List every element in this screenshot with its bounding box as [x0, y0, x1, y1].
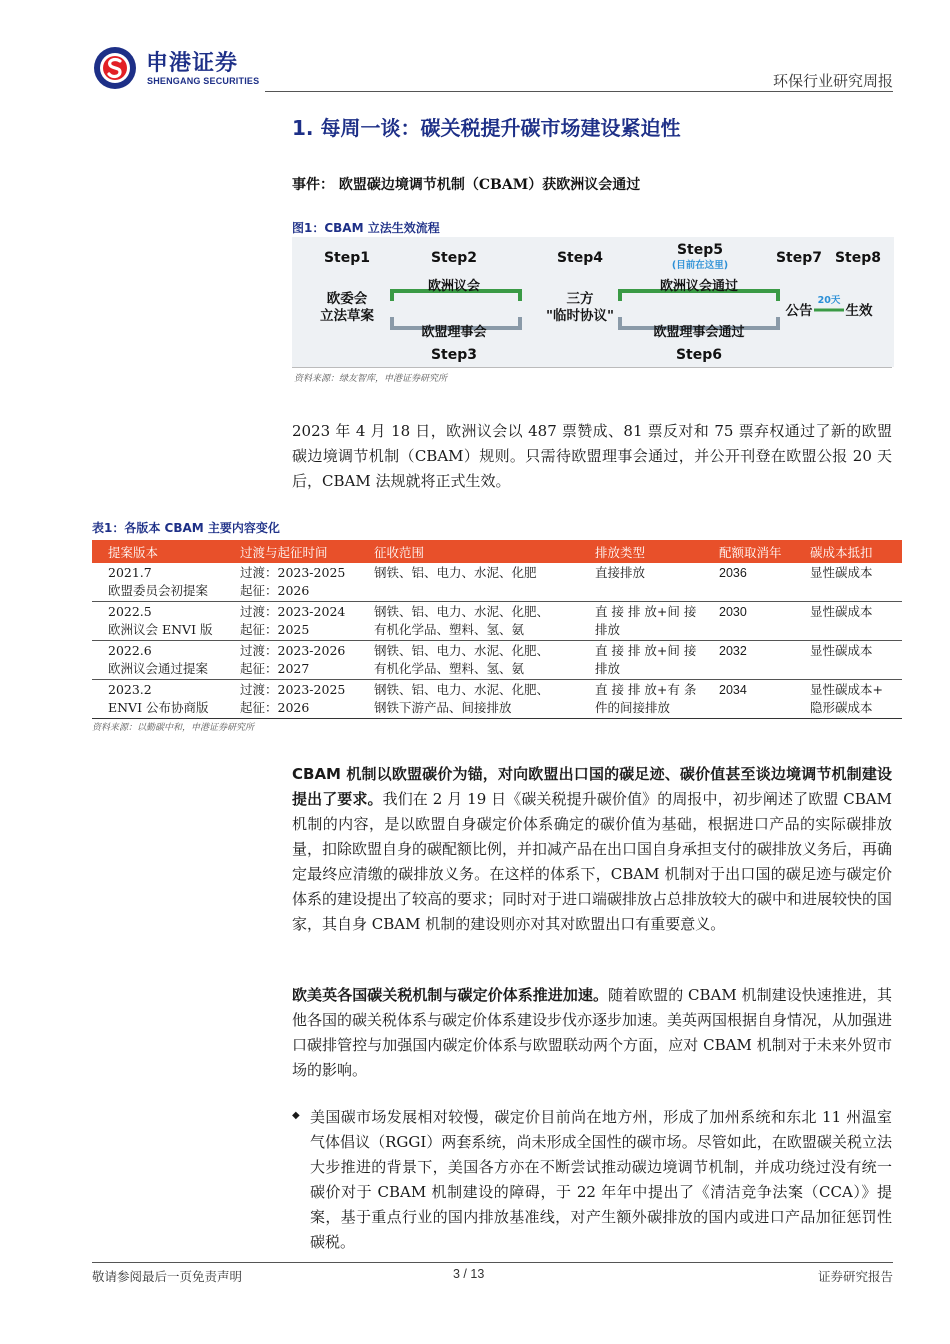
step7-label: Step7	[775, 250, 823, 266]
table-row	[92, 680, 902, 719]
step4-label: Step4	[556, 250, 604, 266]
table-row	[92, 563, 902, 602]
cell-line: 起征：2027	[240, 661, 310, 676]
cell-line: 显性碳成本	[810, 565, 873, 580]
paragraph-cbam-anchor-body: 我们在 2 月 19 日《碳关税提升碳价值》的周报中，初步阐述了欧盟 CBAM 机制的内容，是以欧盟自身碳定价体系确定的碳价值为基础，根据进口产品的实际碳排放量，扣除欧盟自身的碳配额比例，并扣减产品在出口国自身承担支付的碳排放义务后，再确定最终应清缴的碳排放义务。在这样的体系下，CBAM 机制对于出口国的碳足迹与碳定价体系的建设提出了较高的要求；同时对于进口端碳排放占总排放较大的碳中和进展较快的国家，其自身 CBAM 机制的建设则亦对其对欧盟出口有重要意义。	[292, 790, 893, 933]
cell-line: 2030	[719, 605, 747, 619]
table-row	[92, 602, 902, 641]
cell-line: 直 接 排 放+有 条	[595, 682, 697, 697]
table-cell-quota-year	[703, 563, 794, 602]
section-title: 1. 每周一谈：碳关税提升碳市场建设紧迫性	[292, 116, 681, 140]
node-parliament: 欧洲议会	[427, 279, 481, 294]
table-cell-emission	[579, 680, 703, 719]
step5-note: (目前在这里)	[671, 260, 729, 271]
table-cell-emission	[579, 563, 703, 602]
table-cell-scope	[358, 602, 579, 641]
table-source: 资料来源：以勤碳中和，申港证券研究所	[92, 723, 255, 733]
table-cell-quota-year	[703, 680, 794, 719]
table-header-cell: 过渡与起征时间	[224, 540, 358, 563]
node-days: 20天	[817, 295, 841, 306]
table-cell-quota-year	[703, 641, 794, 680]
table-cell-version	[92, 641, 224, 680]
node-parliament-pass: 欧洲议会通过	[659, 279, 739, 294]
node-draft-2: 立法草案	[320, 308, 374, 324]
cell-line: 钢铁、铝、电力、水泥、化肥、	[374, 682, 550, 697]
figure-caption: 图1：CBAM 立法生效流程	[292, 221, 440, 235]
bullet-us-carbon-market-text: 美国碳市场发展相对较慢，碳定价目前尚在地方州，形成了加州系统和东北 11 州温室气体倡议（RGGI）两套系统，尚未形成全国性的碳市场。尽管如此，在欧盟碳关税立法大步推进的背景下，美国各方亦在不断尝试推动碳边境调节机制，并成功绕过没有统一碳价对于 CBAM 机制建设的障碍，于 22 年年中提出了《清洁竞争法案（CCA）》提案，基于重点行业的国内排放基准线，对产生额外碳排放的国内或进口产品加征惩罚性碳税。	[310, 1108, 892, 1251]
cell-line: 起征：2025	[240, 622, 310, 637]
cell-line: 欧洲议会通过提案	[108, 661, 209, 676]
table-header-cell: 配额取消年	[703, 540, 794, 563]
cell-line: 2022.6	[108, 643, 152, 658]
cell-line: 直接排放	[595, 565, 646, 580]
cell-line: 钢铁下游产品、间接排放	[374, 700, 512, 715]
cell-line: 钢铁、铝、电力、水泥、化肥、	[374, 643, 550, 658]
table-cell-scope	[358, 680, 579, 719]
paragraph-cbam-anchor	[292, 762, 892, 937]
page-number: 3 / 13	[453, 1267, 485, 1281]
cell-line: 2036	[719, 566, 747, 580]
cell-line: 过渡：2023-2025	[240, 682, 346, 697]
cell-line: 排放	[595, 622, 621, 637]
header-divider	[265, 91, 893, 92]
cell-line: 有机化学品、塑料、氢、氨	[374, 661, 525, 676]
table-header-row	[92, 540, 902, 563]
cell-line: 显性碳成本+	[810, 682, 883, 697]
footer-divider	[92, 1262, 893, 1263]
report-type: 环保行业研究周报	[772, 72, 893, 90]
step2-label: Step2	[430, 250, 478, 266]
table-cell-emission	[579, 641, 703, 680]
cell-line: 欧盟委员会初提案	[108, 583, 209, 598]
cell-line: 2021.7	[108, 565, 152, 580]
cell-line: 有机化学品、塑料、氢、氨	[374, 622, 525, 637]
paragraph-cbam-anchor-lead: CBAM 机制以欧盟碳价为锚，对向欧盟出口国的碳足迹、碳价值甚至谈边境调节机制建设提出了要求。	[292, 765, 892, 808]
node-trilogue-1: 三方	[566, 291, 594, 307]
cell-line: 隐形碳成本	[810, 700, 873, 715]
table-cell-timing	[224, 563, 358, 602]
cell-line: 2032	[719, 644, 747, 658]
cell-line: 件的间接排放	[595, 700, 671, 715]
table-caption: 表1：各版本 CBAM 主要内容变化	[92, 521, 280, 535]
footer-disclaimer-link: 敬请参阅最后一页免责声明	[92, 1269, 243, 1284]
table-cell-version	[92, 563, 224, 602]
table-row	[92, 641, 902, 680]
brand-name-cn: 申港证券	[146, 51, 239, 76]
table-cell-quota-year	[703, 602, 794, 641]
cell-line: 过渡：2023-2026	[240, 643, 346, 658]
table-header-cell: 提案版本	[92, 540, 224, 563]
table-cell-offset	[794, 563, 902, 602]
node-draft-1: 欧委会	[326, 291, 368, 307]
table-cell-emission	[579, 602, 703, 641]
cell-line: 起征：2026	[240, 583, 310, 598]
cell-line: 直 接 排 放+间 接	[595, 643, 697, 658]
company-logo-icon	[93, 46, 137, 90]
table-cell-offset	[794, 641, 902, 680]
bullet-diamond-icon: ◆	[292, 1110, 300, 1121]
table-cell-scope	[358, 563, 579, 602]
table-cell-timing	[224, 641, 358, 680]
step5-label: Step5	[676, 242, 724, 258]
figure-source: 资料来源：绿友智库，申港证券研究所	[294, 374, 448, 384]
cell-line: 显性碳成本	[810, 604, 873, 619]
cbam-legislation-flow-diagram	[292, 237, 894, 367]
table-header-cell: 碳成本抵扣	[794, 540, 902, 563]
node-council: 欧盟理事会	[421, 325, 487, 340]
node-effective: 生效	[845, 303, 873, 319]
cell-line: 直 接 排 放+间 接	[595, 604, 697, 619]
brand-name-en: SHENGANG SECURITIES	[147, 76, 260, 86]
table-cell-timing	[224, 680, 358, 719]
step3-label: Step3	[430, 347, 478, 363]
event-line: 事件： 欧盟碳边境调节机制（CBAM）获欧洲议会通过	[292, 177, 641, 193]
node-council-pass: 欧盟理事会通过	[653, 325, 745, 340]
figure-source-divider	[292, 367, 892, 368]
paragraph-countries-accelerate	[292, 983, 892, 1083]
paragraph-cbam-vote: 2023 年 4 月 18 日，欧洲议会以 487 票赞成、81 票反对和 75 票弃权通过了新的欧盟碳边境调节机制（CBAM）规则。只需待欧盟理事会通过，并公开刊登在欧盟公报 20 天后，CBAM 法规就将正式生效。	[292, 422, 892, 490]
table-cell-version	[92, 602, 224, 641]
cell-line: 显性碳成本	[810, 643, 873, 658]
table-body	[92, 563, 902, 719]
node-announce: 公告	[785, 303, 813, 319]
cell-line: 2022.5	[108, 604, 152, 619]
footer-report-label: 证券研究报告	[817, 1269, 893, 1284]
cell-line: 过渡：2023-2024	[240, 604, 346, 619]
table-cell-offset	[794, 680, 902, 719]
cell-line: 起征：2026	[240, 700, 310, 715]
table-cell-timing	[224, 602, 358, 641]
paragraph-countries-accelerate-body: 随着欧盟的 CBAM 机制建设快速推进，其他各国的碳关税体系与碳定价体系建设步伐亦逐步加速。美英两国根据自身情况，从加强进口碳排管控与加强国内碳定价体系与欧盟联动两个方面，应对 CBAM 机制对于未来外贸市场的影响。	[292, 986, 893, 1079]
cbam-version-table	[92, 540, 902, 719]
paragraph-countries-accelerate-lead: 欧美英各国碳关税机制与碳定价体系推进加速。	[292, 986, 608, 1004]
cell-line: 钢铁、铝、电力、水泥、化肥	[374, 565, 537, 580]
cell-line: ENVI 公布协商版	[108, 700, 209, 715]
node-trilogue-2: "临时协议"	[545, 308, 615, 324]
table-cell-version	[92, 680, 224, 719]
cell-line: 欧洲议会 ENVI 版	[108, 622, 213, 637]
cell-line: 排放	[595, 661, 621, 676]
cell-line: 2034	[719, 683, 747, 697]
bullet-us-carbon-market	[292, 1105, 892, 1255]
table-cell-offset	[794, 602, 902, 641]
step8-label: Step8	[834, 250, 882, 266]
step1-label: Step1	[323, 250, 371, 266]
table-header-cell: 征收范围	[358, 540, 579, 563]
cell-line: 过渡：2023-2025	[240, 565, 346, 580]
table-header-cell: 排放类型	[579, 540, 703, 563]
cell-line: 钢铁、铝、电力、水泥、化肥、	[374, 604, 550, 619]
table-cell-scope	[358, 641, 579, 680]
step6-label: Step6	[675, 347, 723, 363]
cell-line: 2023.2	[108, 682, 152, 697]
